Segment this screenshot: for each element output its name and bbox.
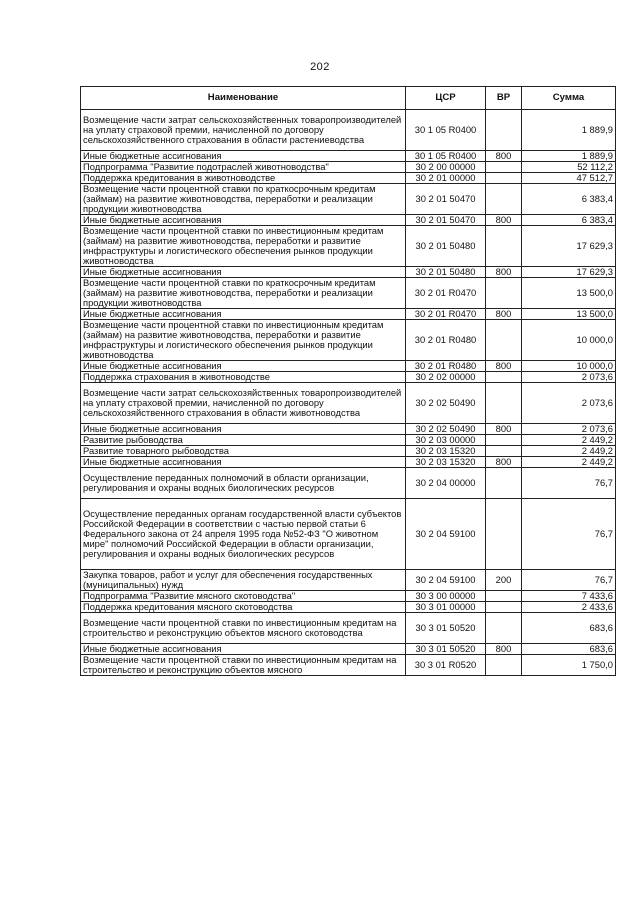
- table-header-row: [81, 87, 616, 110]
- row-name-cell: Возмещение части затрат сельскохозяйственных товаропроизводителей на уплату страховой премии, начисленной по договору сельскохозяйственного страхования в области животноводства: [81, 383, 406, 424]
- table-row: [81, 309, 616, 320]
- table-row: [81, 151, 616, 162]
- table-row: [81, 173, 616, 184]
- row-vr-cell: [486, 278, 522, 309]
- row-csr-cell: 30 3 00 00000: [406, 591, 486, 602]
- row-csr-cell: 30 2 01 R0480: [406, 361, 486, 372]
- table-row: [81, 435, 616, 446]
- row-csr-cell: 30 2 00 00000: [406, 162, 486, 173]
- row-vr-cell: 800: [486, 267, 522, 278]
- table-row: [81, 110, 616, 151]
- row-sum-cell: 1 750,0: [522, 655, 616, 676]
- row-csr-cell: 30 2 02 50490: [406, 424, 486, 435]
- table-row: [81, 162, 616, 173]
- table-row: [81, 655, 616, 676]
- row-sum-cell: 10 000,0: [522, 361, 616, 372]
- row-csr-cell: 30 2 03 00000: [406, 435, 486, 446]
- page-number: 202: [310, 61, 330, 73]
- row-name-cell: Иные бюджетные ассигнования: [81, 457, 406, 468]
- row-sum-cell: 683,6: [522, 644, 616, 655]
- row-vr-cell: 800: [486, 644, 522, 655]
- row-sum-cell: 1 889,9: [522, 110, 616, 151]
- row-name-cell: Развитие товарного рыбоводства: [81, 446, 406, 457]
- table-row: [81, 613, 616, 644]
- row-csr-cell: 30 3 01 R0520: [406, 655, 486, 676]
- row-name-cell: Возмещение части процентной ставки по инвестиционным кредитам на строительство и реконструкцию объектов мясного скотоводства: [81, 613, 406, 644]
- row-name-cell: Возмещение части процентной ставки по краткосрочным кредитам (займам) на развитие животноводства, переработки и реализации продукции животноводства: [81, 278, 406, 309]
- table-row: [81, 570, 616, 591]
- row-name-cell: Развитие рыбоводства: [81, 435, 406, 446]
- table-row: [81, 383, 616, 424]
- row-vr-cell: [486, 320, 522, 361]
- row-name-cell: Иные бюджетные ассигнования: [81, 151, 406, 162]
- row-csr-cell: 30 1 05 R0400: [406, 110, 486, 151]
- row-csr-cell: 30 2 04 59100: [406, 499, 486, 570]
- row-name-cell: Поддержка страхования в животноводстве: [81, 372, 406, 383]
- row-csr-cell: 30 3 01 50520: [406, 644, 486, 655]
- row-csr-cell: 30 2 01 R0470: [406, 278, 486, 309]
- table-row: [81, 372, 616, 383]
- row-sum-cell: 52 112,2: [522, 162, 616, 173]
- row-csr-cell: 30 2 01 50470: [406, 215, 486, 226]
- row-vr-cell: [486, 591, 522, 602]
- row-vr-cell: [486, 468, 522, 499]
- row-name-cell: Возмещение части процентной ставки по инвестиционным кредитам (займам) на развитие животноводства, переработки и развитие инфраструктуры и логистического обеспечения рынков продукции животноводства: [81, 320, 406, 361]
- row-vr-cell: 800: [486, 361, 522, 372]
- row-csr-cell: 30 2 01 R0480: [406, 320, 486, 361]
- row-name-cell: Иные бюджетные ассигнования: [81, 644, 406, 655]
- row-name-cell: Возмещение части затрат сельскохозяйственных товаропроизводителей на уплату страховой премии, начисленной по договору сельскохозяйственного страхования в области растениеводства: [81, 110, 406, 151]
- row-name-cell: Осуществление переданных органам государственной власти субъектов Российской Федерации в соответствии с частью первой статьи 6 Федерального закона от 24 апреля 1995 года №52-ФЗ "О животном мире" полномочий Российской Федерации в области организации, регулирования и охраны водных биологических ресурсов: [81, 499, 406, 570]
- table-row: [81, 226, 616, 267]
- row-sum-cell: 2 449,2: [522, 446, 616, 457]
- row-vr-cell: [486, 383, 522, 424]
- row-name-cell: Иные бюджетные ассигнования: [81, 424, 406, 435]
- table-row: [81, 457, 616, 468]
- row-vr-cell: 800: [486, 151, 522, 162]
- row-vr-cell: [486, 162, 522, 173]
- row-sum-cell: 2 073,6: [522, 372, 616, 383]
- table-row: [81, 215, 616, 226]
- row-csr-cell: 30 2 01 R0470: [406, 309, 486, 320]
- row-csr-cell: 30 2 01 00000: [406, 173, 486, 184]
- row-sum-cell: 6 383,4: [522, 215, 616, 226]
- table-row: [81, 644, 616, 655]
- row-csr-cell: 30 2 02 00000: [406, 372, 486, 383]
- table-row: [81, 602, 616, 613]
- table-body: [81, 110, 616, 676]
- row-name-cell: Возмещение части процентной ставки по краткосрочным кредитам (займам) на развитие животноводства, переработки и реализации продукции животноводства: [81, 184, 406, 215]
- row-sum-cell: 13 500,0: [522, 278, 616, 309]
- table-row: [81, 468, 616, 499]
- row-vr-cell: [486, 499, 522, 570]
- row-name-cell: Иные бюджетные ассигнования: [81, 309, 406, 320]
- row-csr-cell: 30 2 02 50490: [406, 383, 486, 424]
- column-header-vr: ВР: [486, 87, 522, 110]
- row-csr-cell: 30 2 04 00000: [406, 468, 486, 499]
- row-name-cell: Подпрограмма "Развитие подотраслей животноводства": [81, 162, 406, 173]
- row-sum-cell: 1 889,9: [522, 151, 616, 162]
- row-vr-cell: [486, 372, 522, 383]
- table-row: [81, 184, 616, 215]
- table-row: [81, 278, 616, 309]
- row-name-cell: Иные бюджетные ассигнования: [81, 215, 406, 226]
- row-sum-cell: 47 512,7: [522, 173, 616, 184]
- row-sum-cell: 13 500,0: [522, 309, 616, 320]
- column-header-csr: ЦСР: [406, 87, 486, 110]
- row-name-cell: Закупка товаров, работ и услуг для обеспечения государственных (муниципальных) нужд: [81, 570, 406, 591]
- row-sum-cell: 6 383,4: [522, 184, 616, 215]
- row-sum-cell: 7 433,6: [522, 591, 616, 602]
- row-vr-cell: [486, 613, 522, 644]
- row-name-cell: Иные бюджетные ассигнования: [81, 267, 406, 278]
- row-name-cell: Возмещение части процентной ставки по инвестиционным кредитам на строительство и реконструкцию объектов мясного: [81, 655, 406, 676]
- table-row: [81, 499, 616, 570]
- row-csr-cell: 30 2 01 50470: [406, 184, 486, 215]
- row-csr-cell: 30 2 01 50480: [406, 226, 486, 267]
- row-sum-cell: 76,7: [522, 468, 616, 499]
- row-name-cell: Иные бюджетные ассигнования: [81, 361, 406, 372]
- row-sum-cell: 17 629,3: [522, 267, 616, 278]
- column-header-sum: Сумма: [522, 87, 616, 110]
- row-name-cell: Поддержка кредитования в животноводстве: [81, 173, 406, 184]
- row-sum-cell: 17 629,3: [522, 226, 616, 267]
- column-header-name: Наименование: [81, 87, 406, 110]
- row-csr-cell: 30 2 04 59100: [406, 570, 486, 591]
- table-row: [81, 446, 616, 457]
- row-vr-cell: [486, 110, 522, 151]
- row-vr-cell: [486, 173, 522, 184]
- row-vr-cell: [486, 446, 522, 457]
- row-name-cell: Возмещение части процентной ставки по инвестиционным кредитам (займам) на развитие животноводства, переработки и развитие инфраструктуры и логистического обеспечения рынков продукции животноводства: [81, 226, 406, 267]
- table-row: [81, 591, 616, 602]
- row-csr-cell: 30 2 01 50480: [406, 267, 486, 278]
- table-row: [81, 320, 616, 361]
- row-sum-cell: 2 073,6: [522, 383, 616, 424]
- row-csr-cell: 30 1 05 R0400: [406, 151, 486, 162]
- row-name-cell: Осуществление переданных полномочий в области организации, регулирования и охраны водных биологических ресурсов: [81, 468, 406, 499]
- row-vr-cell: 800: [486, 424, 522, 435]
- row-vr-cell: 800: [486, 309, 522, 320]
- row-vr-cell: [486, 655, 522, 676]
- row-csr-cell: 30 2 03 15320: [406, 446, 486, 457]
- row-csr-cell: 30 3 01 00000: [406, 602, 486, 613]
- table-row: [81, 361, 616, 372]
- row-vr-cell: [486, 602, 522, 613]
- row-sum-cell: 10 000,0: [522, 320, 616, 361]
- row-vr-cell: 200: [486, 570, 522, 591]
- budget-table: [80, 86, 616, 676]
- row-sum-cell: 76,7: [522, 570, 616, 591]
- row-vr-cell: 800: [486, 457, 522, 468]
- row-csr-cell: 30 2 03 15320: [406, 457, 486, 468]
- row-name-cell: Поддержка кредитования мясного скотоводства: [81, 602, 406, 613]
- row-sum-cell: 2 449,2: [522, 457, 616, 468]
- table-row: [81, 424, 616, 435]
- row-vr-cell: 800: [486, 215, 522, 226]
- table-row: [81, 267, 616, 278]
- row-vr-cell: [486, 184, 522, 215]
- row-sum-cell: 2 449,2: [522, 435, 616, 446]
- row-csr-cell: 30 3 01 50520: [406, 613, 486, 644]
- row-name-cell: Подпрограмма "Развитие мясного скотоводства": [81, 591, 406, 602]
- row-vr-cell: [486, 435, 522, 446]
- row-sum-cell: 2 433,6: [522, 602, 616, 613]
- row-sum-cell: 683,6: [522, 613, 616, 644]
- row-sum-cell: 2 073,6: [522, 424, 616, 435]
- row-vr-cell: [486, 226, 522, 267]
- row-sum-cell: 76,7: [522, 499, 616, 570]
